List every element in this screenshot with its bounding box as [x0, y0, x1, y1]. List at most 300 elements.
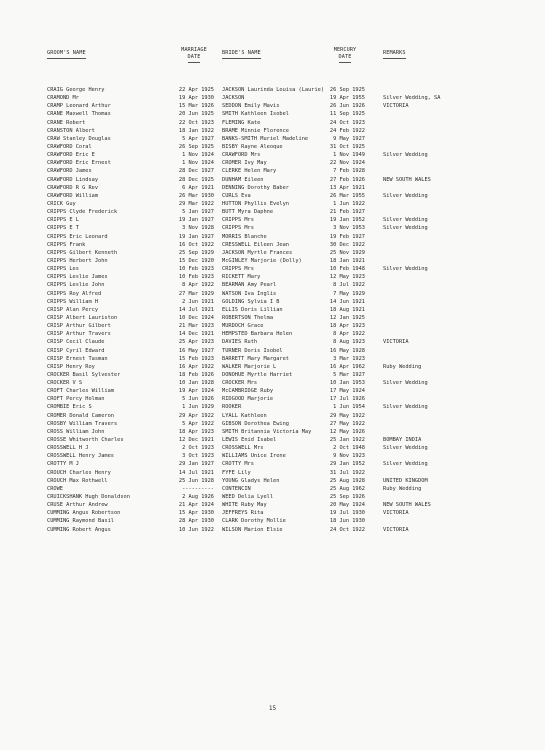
remarks: Silver Wedding, SA	[383, 95, 441, 102]
table-row	[0, 444, 545, 452]
groom-name: CRIPPS Herbert John	[47, 257, 108, 264]
mercury-date: 2 Oct 1948	[333, 445, 365, 452]
bride-name: DUNHAM Eileen	[222, 176, 264, 183]
header-bride: BRIDE'S NAME	[222, 50, 261, 59]
marriage-date: 2 Jun 1921	[182, 298, 214, 305]
mercury-date: 1 Jun 1922	[333, 200, 365, 207]
bride-name: LYALL Kathleen	[222, 412, 267, 419]
bride-name: McGINLEY Marjorie (Dolly)	[222, 257, 302, 264]
mercury-date: 7 Feb 1928	[333, 168, 365, 175]
marriage-date: 14 Jul 1921	[178, 469, 214, 476]
bride-name: HUTTON Phyllis Evelyn	[222, 200, 289, 207]
header-remarks: REMARKS	[383, 50, 406, 59]
mercury-date: 27 May 1922	[329, 420, 365, 427]
mercury-date: 31 Oct 1925	[329, 143, 365, 150]
table-row	[0, 371, 545, 379]
bride-name: GIBSON Dorothea Ewing	[222, 420, 289, 427]
groom-name: CRISP Alan Percy	[47, 306, 99, 313]
groom-name: CROSBY William Travers	[47, 420, 118, 427]
bride-name: BUTT Myra Daphne	[222, 209, 274, 216]
marriage-date: 22 Apr 1925	[178, 87, 214, 93]
table-row	[0, 290, 545, 298]
mercury-date: 25 Sep 1926	[329, 494, 365, 501]
bride-name: CURLS Eva	[222, 192, 251, 199]
bride-name: FYFE Lily	[222, 469, 251, 476]
table-row	[0, 257, 545, 265]
table-row	[0, 509, 545, 517]
mercury-date: 1 Jun 1954	[333, 404, 365, 411]
page-number: 15	[268, 705, 277, 712]
table-row	[0, 233, 545, 241]
marriage-date: 25 Apr 1923	[178, 339, 214, 346]
groom-name: CRIPPS Frank	[47, 241, 86, 248]
marriage-date: 19 Apr 1930	[178, 95, 214, 102]
marriage-date: 12 Dec 1921	[178, 437, 214, 444]
mercury-date: 5 Mar 1927	[333, 371, 365, 378]
bride-name: CRIPPS Mrs	[222, 225, 254, 232]
mercury-date: 19 Jan 1952	[329, 217, 365, 224]
bride-name: WILSON Marion Elsie	[222, 526, 283, 533]
remarks: VICTORIA	[383, 103, 409, 110]
mercury-date: 12 Jan 1925	[329, 314, 365, 321]
marriage-date: 26 Sep 1925	[178, 143, 214, 150]
table-row	[0, 322, 545, 330]
table-row	[0, 428, 545, 436]
bride-name: ELLIS Doris Lillian	[222, 306, 283, 313]
marriage-date: 8 Apr 1922	[182, 282, 214, 289]
groom-name: CRANE Robert	[47, 119, 86, 126]
mercury-date: 18 Jun 1930	[329, 518, 365, 525]
mercury-date: 18 Apr 1923	[329, 323, 365, 330]
groom-name: CROUCH Max Rothwell	[47, 477, 108, 484]
mercury-date: 8 Apr 1922	[333, 331, 365, 338]
mercury-date: 26 Jun 1926	[329, 103, 365, 110]
groom-name: CUMMING Angus Robertson	[47, 510, 121, 517]
header-groom: GROOM'S NAME	[47, 50, 86, 59]
bride-name: RIDGOOD Marjorie	[222, 396, 274, 403]
table-row	[0, 412, 545, 420]
mercury-date: 19 Jul 1930	[329, 510, 365, 517]
header-mercury-date: MERCURY DATE	[325, 47, 365, 63]
remarks: Silver Wedding	[383, 225, 428, 232]
groom-name: CROSSWELL H J	[47, 445, 89, 452]
remarks: NEW SOUTH WALES	[383, 176, 431, 183]
table-row	[0, 159, 545, 167]
groom-name: CRAWFORD James	[47, 168, 92, 175]
remarks: Ruby Wedding	[383, 363, 422, 370]
marriage-date: 19 Jan 1927	[178, 217, 214, 224]
bride-name: CRESSWELL Eileen Jean	[222, 241, 289, 248]
groom-name: CROMBIE Eric S	[47, 404, 92, 411]
mercury-date: 21 Feb 1927	[329, 209, 365, 216]
bride-name: JACKSON Laurinda Louisa (Laurie)	[222, 87, 325, 93]
marriage-date: 1 Nov 1924	[182, 152, 214, 159]
mercury-date: 13 Apr 1921	[329, 184, 365, 191]
bride-name: ROBERTSON Thelma	[222, 314, 274, 321]
table-row	[0, 306, 545, 314]
table-row	[0, 469, 545, 477]
marriage-date: 19 Apr 1924	[178, 388, 214, 395]
table-row	[0, 314, 545, 322]
groom-name: CUMMING Raymond Basil	[47, 518, 114, 525]
bride-name: JEFFREYS Rita	[222, 510, 264, 517]
table-row	[0, 94, 545, 102]
groom-name: CROSS William John	[47, 428, 105, 435]
remarks: NEW SOUTH WALES	[383, 502, 431, 509]
mercury-date: 8 Jul 1922	[333, 282, 365, 289]
mercury-date: 25 Nov 1929	[329, 249, 365, 256]
bride-name: HEMPSTED Barbara Helen	[222, 331, 293, 338]
table-row	[0, 526, 545, 534]
groom-name: CRISP Henry Roy	[47, 363, 95, 370]
table-row	[0, 184, 545, 192]
bride-name: DONOHUE Myrtle Harriet	[222, 371, 293, 378]
mercury-date: 10 Feb 1948	[329, 266, 365, 273]
mercury-date: 29 Jan 1952	[329, 461, 365, 468]
table-row	[0, 452, 545, 460]
marriage-date: 26 Mar 1930	[178, 192, 214, 199]
mercury-date: 16 May 1928	[329, 347, 365, 354]
marriage-date: 10 Dec 1924	[178, 314, 214, 321]
marriage-date: 2 Aug 1926	[182, 494, 214, 501]
groom-name: CRAMOND Mr	[47, 95, 79, 102]
mercury-date: 26 Sep 1925	[329, 87, 365, 93]
header-marriage-date: MARRIAGE DATE	[174, 47, 214, 63]
marriage-date: 1 Jun 1929	[182, 404, 214, 411]
table-row	[0, 192, 545, 200]
table-row	[0, 249, 545, 257]
marriage-date: 15 Dec 1920	[178, 257, 214, 264]
mercury-date: 20 May 1924	[329, 502, 365, 509]
marriage-date: 1 Nov 1924	[182, 160, 214, 167]
table-row	[0, 86, 545, 94]
mercury-date: 9 May 1927	[333, 135, 365, 142]
groom-name: CROSSWELL Henry James	[47, 453, 114, 460]
marriage-date: 3 Oct 1923	[182, 453, 214, 460]
groom-name: CROFT Percy Holman	[47, 396, 105, 403]
mercury-date: 11 Sep 1925	[329, 111, 365, 118]
table-row	[0, 395, 545, 403]
bride-name: CLERKE Helen Mary	[222, 168, 277, 175]
table-row	[0, 347, 545, 355]
column-headers	[0, 47, 545, 73]
marriage-date: 6 Apr 1921	[182, 184, 214, 191]
table-row	[0, 224, 545, 232]
remarks: VICTORIA	[383, 339, 409, 346]
bride-name: SEDDON Emily Mavis	[222, 103, 280, 110]
groom-name: CRUSE Arthur Andrew	[47, 502, 108, 509]
marriage-date: 3 Nov 1928	[182, 225, 214, 232]
remarks: Silver Wedding	[383, 192, 428, 199]
groom-name: CRANE Maxwell Thomas	[47, 111, 111, 118]
mercury-date: 3 Mar 1923	[333, 355, 365, 362]
marriage-date: 25 Sep 1929	[178, 249, 214, 256]
mercury-date: 8 Aug 1923	[333, 339, 365, 346]
groom-name: CRAW Stanley Douglas	[47, 135, 111, 142]
mercury-date: 24 Feb 1922	[329, 127, 365, 134]
table-row	[0, 379, 545, 387]
groom-name: CROTTY M J	[47, 461, 79, 468]
marriage-date: 10 Feb 1923	[178, 274, 214, 281]
table-row	[0, 363, 545, 371]
groom-name: CRAWFORD Eric E	[47, 152, 95, 159]
marriage-date: 10 Jun 1922	[178, 526, 214, 533]
marriage-date: 28 Dec 1925	[178, 176, 214, 183]
marriage-date: 2 Oct 1923	[182, 445, 214, 452]
table-row	[0, 517, 545, 525]
groom-name: CRIPPS Roy Alfred	[47, 290, 102, 297]
remarks: Silver Wedding	[383, 380, 428, 387]
marriage-date: 29 Mar 1922	[178, 200, 214, 207]
table-row	[0, 167, 545, 175]
marriage-date: 29 Apr 1922	[178, 412, 214, 419]
mercury-date: 18 Jan 1921	[329, 257, 365, 264]
groom-name: CRAWFORD William	[47, 192, 99, 199]
bride-name: BEARMAN Amy Pearl	[222, 282, 277, 289]
table-row	[0, 273, 545, 281]
marriage-date: 27 Mar 1929	[178, 290, 214, 297]
marriage-date: 10 Feb 1923	[178, 266, 214, 273]
table-row	[0, 485, 545, 493]
groom-name: CRIPPS Leslie James	[47, 274, 108, 281]
bride-name: JACKSON Myrtle Frances	[222, 249, 293, 256]
table-row	[0, 493, 545, 501]
remarks: BOMBAY INDIA	[383, 437, 422, 444]
mercury-date: 19 Feb 1927	[329, 233, 365, 240]
bride-name: WHITE Ruby May	[222, 502, 267, 509]
marriage-date: 20 Jun 1925	[178, 111, 214, 118]
marriage-date: 18 Apr 1923	[178, 428, 214, 435]
groom-name: CROMER Donald Cameron	[47, 412, 114, 419]
mercury-date: 17 Jul 1926	[329, 396, 365, 403]
mercury-date: 25 Jan 1922	[329, 437, 365, 444]
groom-name: CRICK Guy	[47, 200, 76, 207]
bride-name: DAVIES Ruth	[222, 339, 258, 346]
mercury-date: 9 Nov 1923	[333, 453, 365, 460]
table-row	[0, 119, 545, 127]
table-row	[0, 265, 545, 273]
groom-name: CRISP Arthur Travers	[47, 331, 111, 338]
mercury-date: 24 Oct 1922	[329, 526, 365, 533]
groom-name: CRUICKSHANK Hugh Donaldson	[47, 494, 130, 501]
bride-name: BANKS-SMITH Muriel Madeline	[222, 135, 309, 142]
groom-name: CUMMING Robert Angus	[47, 526, 111, 533]
table-row	[0, 176, 545, 184]
marriage-date: 14 Jul 1921	[178, 306, 214, 313]
bride-name: CRAWFORD Mrs	[222, 152, 261, 159]
marriage-date: 16 May 1927	[178, 347, 214, 354]
marriage-date: 18 Jan 1922	[178, 127, 214, 134]
table-row	[0, 420, 545, 428]
bride-name: CROMER Ivy May	[222, 160, 267, 167]
bride-name: CROSSWELL Mrs	[222, 445, 264, 452]
table-row	[0, 477, 545, 485]
remarks: Silver Wedding	[383, 217, 428, 224]
marriage-date: 21 Mar 1923	[178, 323, 214, 330]
mercury-date: 29 May 1922	[329, 412, 365, 419]
marriage-date: 5 Apr 1922	[182, 420, 214, 427]
mercury-date: 27 Feb 1926	[329, 176, 365, 183]
mercury-date: 16 Apr 1962	[329, 363, 365, 370]
groom-name: CRIPPS Gilbert Kenneth	[47, 249, 118, 256]
marriage-date: 5 Jun 1926	[182, 396, 214, 403]
bride-name: BARRETT Mary Margaret	[222, 355, 289, 362]
table-row	[0, 200, 545, 208]
mercury-date: 12 May 1926	[329, 428, 365, 435]
groom-name: CRISP Cecil Claude	[47, 339, 105, 346]
marriage-date: 16 Apr 1922	[178, 363, 214, 370]
bride-name: CRIPPS Mrs	[222, 266, 254, 273]
groom-name: CRANSTON Albert	[47, 127, 95, 134]
groom-name: CRIPPS E L	[47, 217, 79, 224]
groom-name: CRAMP Leonard Arthur	[47, 103, 111, 110]
table-row	[0, 208, 545, 216]
mercury-date: 24 Oct 1923	[329, 119, 365, 126]
marriage-date: 28 Apr 1930	[178, 518, 214, 525]
table-row	[0, 436, 545, 444]
bride-name: WALKER Marjorie L	[222, 363, 277, 370]
marriage-date: 15 Apr 1930	[178, 510, 214, 517]
table-row	[0, 460, 545, 468]
groom-name: CRIPPS Eric Leonard	[47, 233, 108, 240]
bride-name: MURDOCH Grace	[222, 323, 264, 330]
groom-name: CROCKER Basil Sylvester	[47, 371, 121, 378]
remarks: Silver Wedding	[383, 445, 428, 452]
table-row	[0, 330, 545, 338]
mercury-date: 7 May 1929	[333, 290, 365, 297]
table-row	[0, 216, 545, 224]
bride-name: BISBY Rayne Aleoque	[222, 143, 283, 150]
groom-name: CRISP Albert Lauriston	[47, 314, 118, 321]
table-row	[0, 143, 545, 151]
groom-name: CRISP Cyril Edward	[47, 347, 105, 354]
remarks: UNITED KINGDOM	[383, 477, 428, 484]
bride-name: JACKSON	[222, 95, 245, 102]
groom-name: CRIPPS William H	[47, 298, 99, 305]
bride-name: WILLIAMS Unice Irene	[222, 453, 286, 460]
groom-name: CRIPPS E T	[47, 225, 79, 232]
mercury-date: 19 Apr 1955	[329, 95, 365, 102]
mercury-date: 25 Aug 1928	[329, 477, 365, 484]
mercury-date: 30 Dec 1922	[329, 241, 365, 248]
mercury-date: 14 Jun 1921	[329, 298, 365, 305]
groom-name: CRISP Arthur Gilbert	[47, 323, 111, 330]
groom-name: CRIPPS Leslie John	[47, 282, 105, 289]
table-row	[0, 241, 545, 249]
groom-name: CRIPPS Clyde Frederick	[47, 209, 118, 216]
marriage-date: 5 Apr 1927	[182, 135, 214, 142]
bride-name: LEWIS Enid Isabel	[222, 437, 277, 444]
groom-name: CRAIG George Henry	[47, 87, 105, 93]
mercury-date: 1 Nov 1949	[333, 152, 365, 159]
mercury-date: 17 May 1924	[329, 388, 365, 395]
groom-name: CROCKER V S	[47, 380, 83, 387]
remarks: Silver Wedding	[383, 152, 428, 159]
mercury-date: 18 Aug 1921	[329, 306, 365, 313]
table-row	[0, 501, 545, 509]
groom-name: CROUCH Charles Henry	[47, 469, 111, 476]
groom-name: CRISP Ernest Tasman	[47, 355, 108, 362]
mercury-date: 12 May 1923	[329, 274, 365, 281]
bride-name: RICKETT Mary	[222, 274, 261, 281]
groom-name: CRAWFORD Eric Ernest	[47, 160, 111, 167]
remarks: Silver Wedding	[383, 461, 428, 468]
remarks: Ruby Wedding	[383, 485, 422, 492]
mercury-date: 26 Mar 1955	[329, 192, 365, 199]
table-row	[0, 387, 545, 395]
groom-name: CROFT Charles William	[47, 388, 114, 395]
mercury-date: 10 Jan 1953	[329, 380, 365, 387]
register-rows	[0, 86, 545, 534]
bride-name: ROOKER	[222, 404, 242, 411]
bride-name: MORRIS Blanche	[222, 233, 267, 240]
marriage-date: 15 Feb 1923	[178, 355, 214, 362]
groom-name: CRAWFORD Coral	[47, 143, 92, 150]
bride-name: FLEMING Kate	[222, 119, 261, 126]
marriage-date: 15 Mar 1926	[178, 103, 214, 110]
table-row	[0, 135, 545, 143]
bride-name: WEED Delia Lyell	[222, 494, 274, 501]
table-row	[0, 110, 545, 118]
marriage-date: 25 Jun 1928	[178, 477, 214, 484]
groom-name: CRAWFORD Lindsay	[47, 176, 99, 183]
remarks: Silver Wedding	[383, 266, 428, 273]
marriage-date: 28 Dec 1927	[178, 168, 214, 175]
remarks: Silver Wedding	[383, 404, 428, 411]
bride-name: TURNER Doris Isobel	[222, 347, 283, 354]
bride-name: SMITH Britannia Victoria May	[222, 428, 312, 435]
marriage-date: 22 Oct 1923	[178, 119, 214, 126]
bride-name: McCAMBRIDGE Ruby	[222, 388, 274, 395]
mercury-date: 31 Jul 1922	[329, 469, 365, 476]
bride-name: CROTTY Mrs	[222, 461, 254, 468]
bride-name: BRAME Minnie Florence	[222, 127, 289, 134]
marriage-date: 19 Jan 1927	[178, 233, 214, 240]
table-row	[0, 355, 545, 363]
bride-name: CONTENCIN	[222, 485, 251, 492]
groom-name: CROWE	[47, 485, 63, 492]
bride-name: CLARK Dorothy Mollie	[222, 518, 286, 525]
bride-name: SMITH Kathleen Isobel	[222, 111, 289, 118]
mercury-date: 22 Nov 1924	[329, 160, 365, 167]
table-row	[0, 338, 545, 346]
table-row	[0, 151, 545, 159]
marriage-date: 5 Jan 1927	[182, 209, 214, 216]
remarks: VICTORIA	[383, 510, 409, 517]
table-row	[0, 403, 545, 411]
marriage-date: 18 Feb 1926	[178, 371, 214, 378]
bride-name: CROCKER Mrs	[222, 380, 258, 387]
table-row	[0, 281, 545, 289]
bride-name: YOUNG Gladys Helen	[222, 477, 280, 484]
mercury-date: 25 Aug 1962	[329, 485, 365, 492]
table-row	[0, 102, 545, 110]
marriage-date: 16 Oct 1922	[178, 241, 214, 248]
groom-name: CROSSE Whitworth Charles	[47, 437, 124, 444]
table-row	[0, 127, 545, 135]
marriage-date: 10 Jan 1928	[178, 380, 214, 387]
marriage-date: 21 Apr 1924	[178, 502, 214, 509]
table-row	[0, 298, 545, 306]
bride-name: WATSON Iva Inglis	[222, 290, 277, 297]
marriage-date: ----------	[182, 485, 214, 492]
groom-name: CRAWFORD R G Rev	[47, 184, 99, 191]
groom-name: CRIPPS Les	[47, 266, 79, 273]
mercury-date: 3 Nov 1953	[333, 225, 365, 232]
marriage-date: 14 Dec 1921	[178, 331, 214, 338]
remarks: VICTORIA	[383, 526, 409, 533]
bride-name: DENNING Dorothy Baber	[222, 184, 289, 191]
